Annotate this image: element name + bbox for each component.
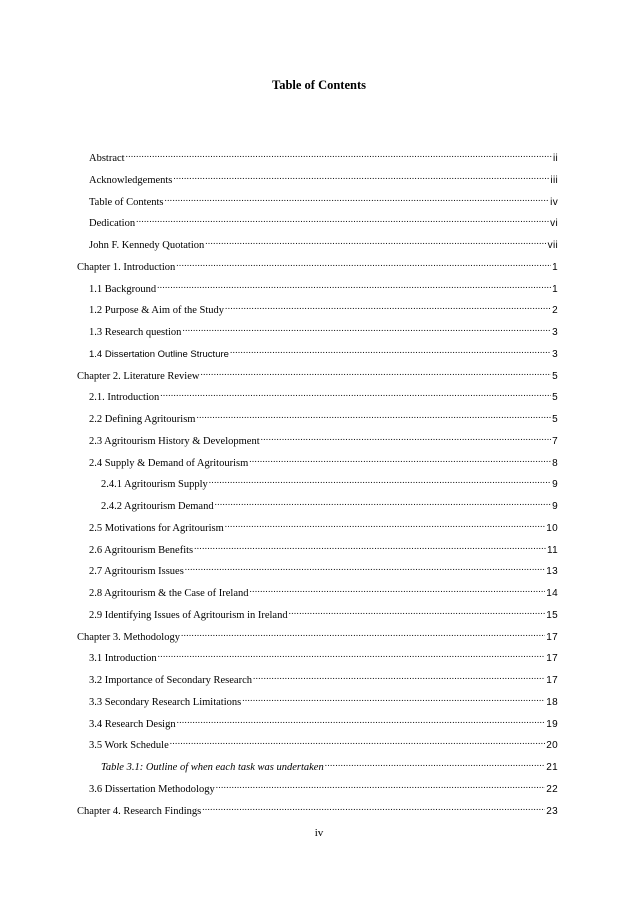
toc-entry-chapter-1[interactable]: Chapter 1. Introduction ..... 1 — [77, 256, 558, 270]
dot-leader — [230, 343, 551, 357]
dot-leader — [202, 800, 545, 814]
dot-leader — [182, 321, 551, 335]
toc-entry-3-5[interactable]: 3.5 Work Schedule ..... 20 — [89, 734, 558, 748]
toc-entry-chapter-3[interactable]: Chapter 3. Methodology ..... 17 — [77, 626, 558, 640]
toc-entry-3-2[interactable]: 3.2 Importance of Secondary Research ..... 17 — [89, 669, 558, 683]
dot-leader — [225, 517, 546, 531]
dot-leader — [194, 539, 546, 553]
dot-leader — [250, 582, 546, 596]
dot-leader — [176, 256, 551, 270]
dot-leader — [181, 626, 545, 640]
toc-entry-2-8[interactable]: 2.8 Agritourism & the Case of Ireland ..... 14 — [89, 582, 558, 596]
toc-entry-2-2[interactable]: 2.2 Defining Agritourism ..... 5 — [89, 408, 558, 422]
toc-entry-2-1[interactable]: 2.1. Introduction ..... 5 — [89, 386, 558, 400]
dot-leader — [158, 647, 546, 661]
dot-leader — [205, 234, 546, 248]
toc-entry-2-9[interactable]: 2.9 Identifying Issues of Agritourism in Ireland ..... 15 — [89, 604, 558, 618]
page-number-footer: iv — [314, 827, 324, 839]
dot-leader — [126, 147, 552, 161]
dot-leader — [209, 473, 551, 487]
dot-leader — [200, 365, 551, 379]
toc-entry-table-of-contents[interactable]: Table of Contents ..... iv — [89, 191, 558, 205]
dot-leader — [225, 299, 551, 313]
toc-entry-2-7[interactable]: 2.7 Agritourism Issues ..... 13 — [89, 560, 558, 574]
dot-leader — [177, 713, 546, 727]
dot-leader — [253, 669, 545, 683]
dot-leader — [325, 756, 546, 770]
toc-entry-2-3[interactable]: 2.3 Agritourism History & Development ..... 7 — [89, 430, 558, 444]
toc-entry-jfk-quotation[interactable]: John F. Kennedy Quotation ..... vii — [89, 234, 558, 248]
dot-leader — [165, 191, 550, 205]
dot-leader — [173, 169, 549, 183]
toc-entry-3-6[interactable]: 3.6 Dissertation Methodology ..... 22 — [89, 778, 558, 792]
toc-entry-3-3[interactable]: 3.3 Secondary Research Limitations ..... 18 — [89, 691, 558, 705]
dot-leader — [215, 495, 552, 509]
dot-leader — [216, 778, 546, 792]
page-title: Table of Contents — [272, 78, 366, 92]
toc-entry-dedication[interactable]: Dedication ..... vi — [89, 212, 558, 226]
toc-entry-chapter-2[interactable]: Chapter 2. Literature Review ..... 5 — [77, 365, 558, 379]
toc-entry-1-4[interactable]: 1.4 Dissertation Outline Structure ..... 3 — [89, 343, 558, 357]
dot-leader — [242, 691, 545, 705]
dot-leader — [249, 452, 551, 466]
dot-leader — [160, 386, 551, 400]
toc-entry-table-3-1[interactable]: Table 3.1: Outline of when each task was undertaken ..... 21 — [101, 756, 558, 770]
dot-leader — [185, 560, 545, 574]
toc-entry-2-6[interactable]: 2.6 Agritourism Benefits ..... 11 — [89, 539, 558, 553]
dot-leader — [170, 734, 546, 748]
toc-entry-3-4[interactable]: 3.4 Research Design ..... 19 — [89, 713, 558, 727]
toc-entry-1-1[interactable]: 1.1 Background ..... 1 — [89, 278, 558, 292]
toc-entry-acknowledgements[interactable]: Acknowledgements ..... iii — [89, 169, 558, 183]
toc-entry-2-4[interactable]: 2.4 Supply & Demand of Agritourism ..... 8 — [89, 452, 558, 466]
dot-leader — [136, 212, 549, 226]
toc-entry-2-4-2[interactable]: 2.4.2 Agritourism Demand ..... 9 — [101, 495, 558, 509]
dot-leader — [261, 430, 552, 444]
toc-entry-2-5[interactable]: 2.5 Motivations for Agritourism ..... 10 — [89, 517, 558, 531]
dot-leader — [196, 408, 551, 422]
toc-entry-1-2[interactable]: 1.2 Purpose & Aim of the Study ..... 2 — [89, 299, 558, 313]
toc-entry-abstract[interactable]: Abstract ..... ii — [89, 147, 558, 161]
dot-leader — [289, 604, 546, 618]
toc-entry-2-4-1[interactable]: 2.4.1 Agritourism Supply ..... 9 — [101, 473, 558, 487]
toc-entry-chapter-4[interactable]: Chapter 4. Research Findings ..... 23 — [77, 800, 558, 814]
toc-entry-3-1[interactable]: 3.1 Introduction ..... 17 — [89, 647, 558, 661]
toc-entry-1-3[interactable]: 1.3 Research question ..... 3 — [89, 321, 558, 335]
dot-leader — [157, 278, 551, 292]
